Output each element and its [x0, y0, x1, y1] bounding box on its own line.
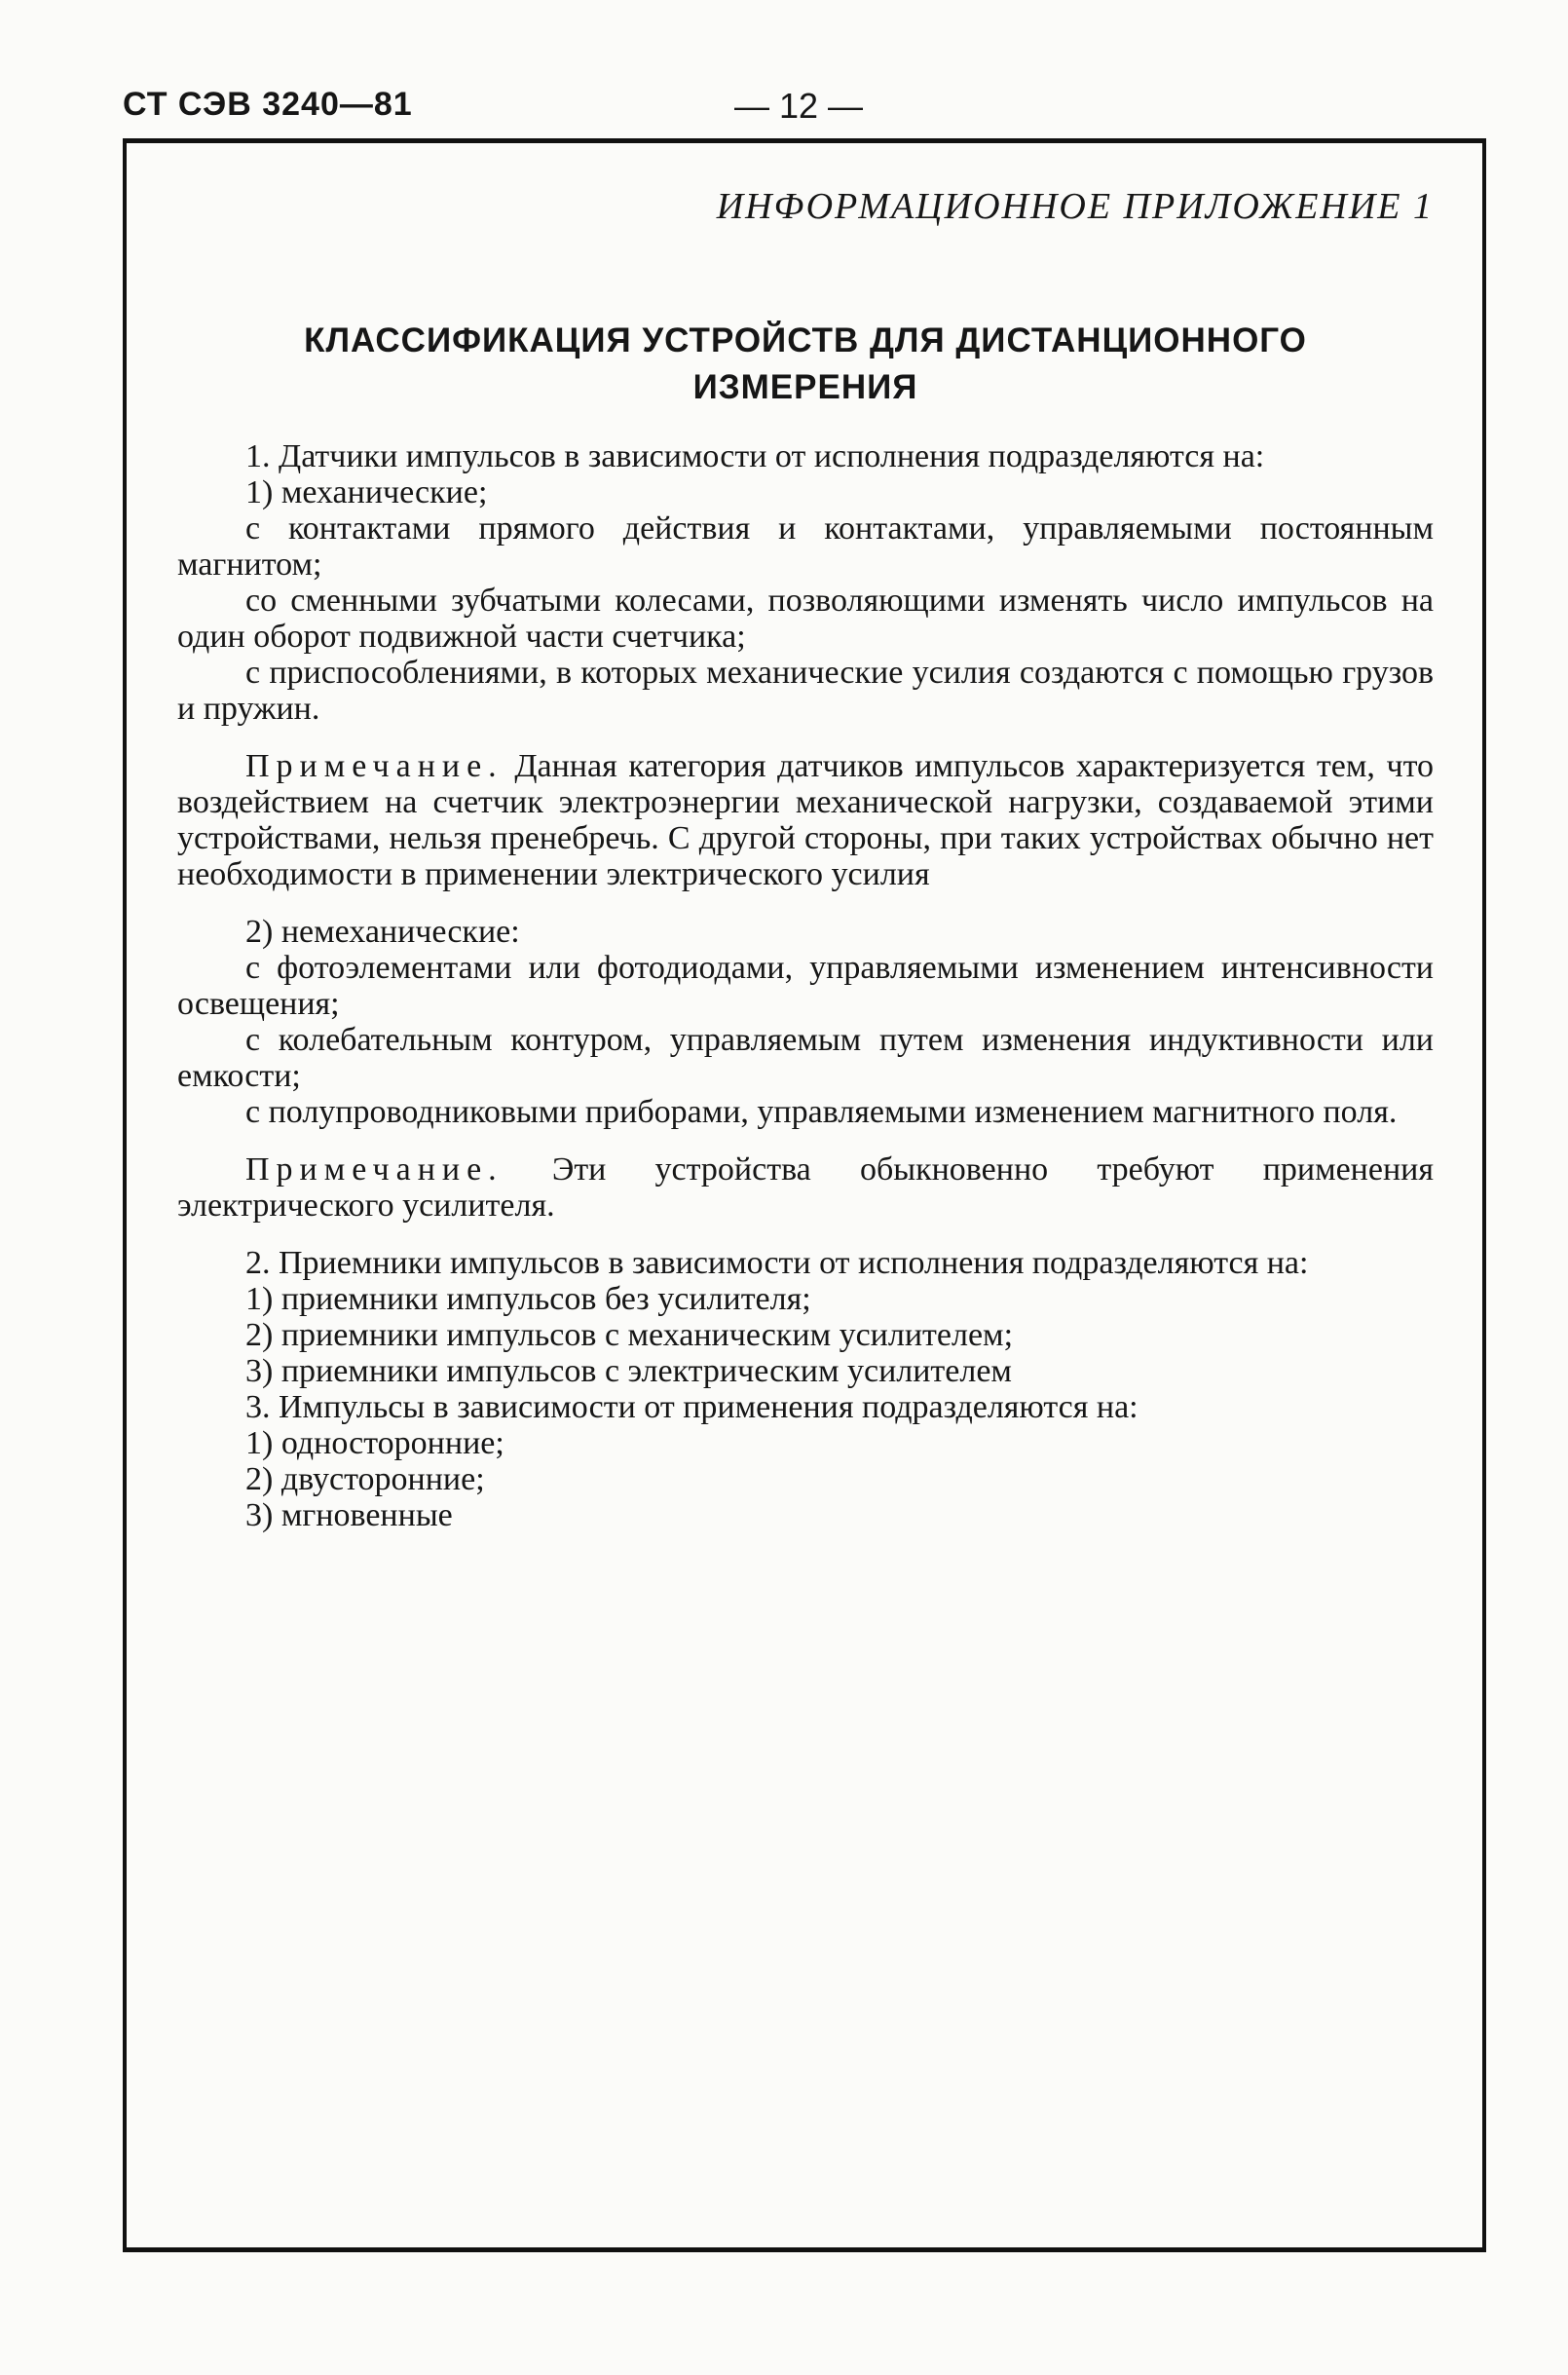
nonmechanical-item: с полупроводниковыми приборами, управляемыми изменением магнитного поля.: [245, 1094, 1398, 1130]
mechanical-item: со сменными зубчатыми колесами, позволяющими изменять число импульсов на один оборот подвижной части счетчика;: [177, 583, 1434, 655]
nonmechanical-item: с колебательным контуром, управляемым путем изменения индуктивности или емкости;: [177, 1022, 1434, 1094]
nonmechanical-item: с фотоэлементами или фотодиодами, управляемыми изменением интенсивности освещения;: [177, 950, 1434, 1022]
impulse-item: 3) мгновенные: [245, 1497, 453, 1533]
document-body: [177, 185, 1434, 1533]
impulse-item: 1) односторонние;: [245, 1425, 504, 1461]
page-number: — 12 —: [734, 86, 864, 126]
section-3-intro: 3. Импульсы в зависимости от применения подразделяются на:: [245, 1389, 1139, 1425]
note-1: [177, 748, 1434, 892]
note-text: Данная категория датчиков импульсов характеризуется тем, что воздействием на счетчик электроэнергии механической нагрузки, создаваемой этими устройствами, нельзя пренебречь. С другой стороны, при таких устройствах обычно нет необходимости в применении электрического усилия: [177, 748, 1434, 892]
section-1-intro: 1. Датчики импульсов в зависимости от исполнения подразделяются на:: [245, 438, 1265, 474]
appendix-label: ИНФОРМАЦИОННОЕ ПРИЛОЖЕНИЕ 1: [716, 186, 1434, 227]
standard-code: СТ СЭВ 3240—81: [123, 86, 413, 123]
mechanical-heading: 1) механические;: [245, 474, 488, 510]
page-header: [123, 86, 1486, 131]
receiver-item: 2) приемники импульсов с механическим усилителем;: [245, 1317, 1014, 1353]
nonmechanical-heading: 2) немеханические:: [245, 914, 520, 950]
receiver-item: 1) приемники импульсов без усилителя;: [245, 1281, 811, 1317]
document-title: [177, 318, 1434, 411]
title-line-2: ИЗМЕРЕНИЯ: [692, 368, 918, 406]
note-2: [177, 1151, 1434, 1224]
mechanical-item: с контактами прямого действия и контактами, управляемыми постоянным магнитом;: [177, 510, 1434, 583]
note-label: Примечание.: [245, 748, 504, 784]
note-label: Примечание.: [245, 1151, 504, 1188]
section-2-intro: 2. Приемники импульсов в зависимости от исполнения подразделяются на:: [245, 1245, 1309, 1281]
title-line-1: КЛАССИФИКАЦИЯ УСТРОЙСТВ ДЛЯ ДИСТАНЦИОННОГО: [304, 321, 1307, 359]
mechanical-item: с приспособлениями, в которых механические усилия создаются с помощью грузов и пружин.: [177, 655, 1434, 727]
note-text: Эти устройства обыкновенно требуют применения электрического усилителя.: [177, 1151, 1435, 1224]
receiver-item: 3) приемники импульсов с электрическим усилителем: [245, 1353, 1012, 1389]
impulse-item: 2) двусторонние;: [245, 1461, 485, 1497]
